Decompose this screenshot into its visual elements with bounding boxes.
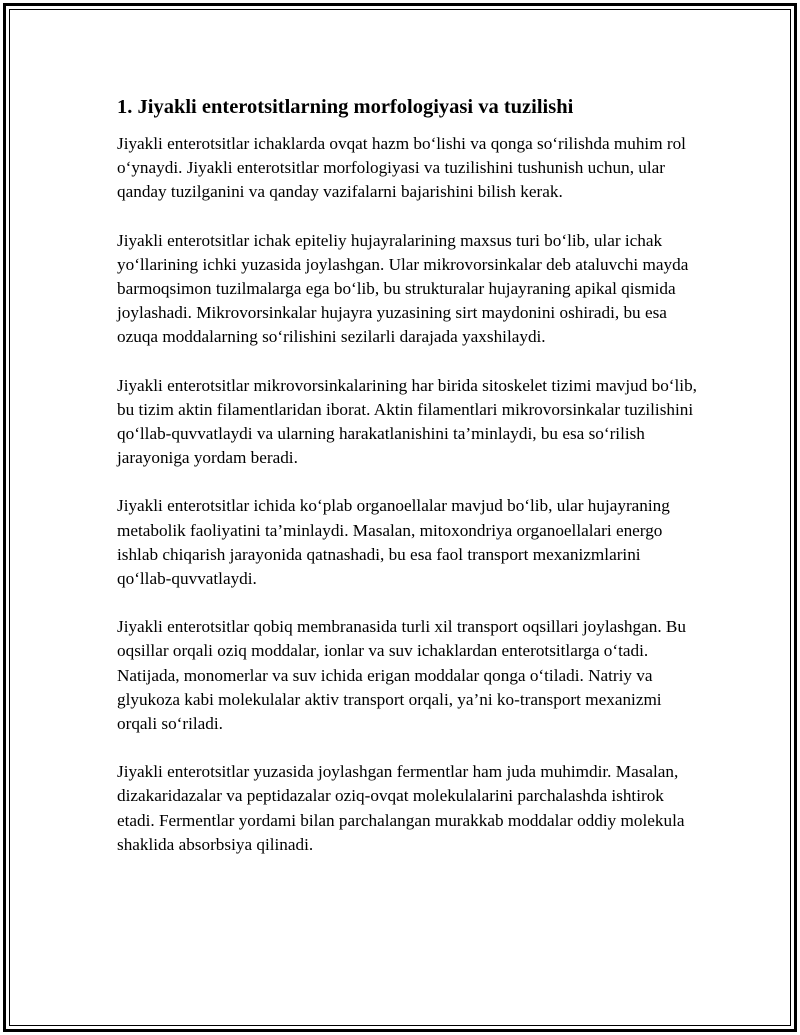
section-title: 1. Jiyakli enterotsitlarning morfologiyasi va tuzilishi <box>117 96 574 118</box>
paragraph-1: Jiyakli enterotsitlar ichaklarda ovqat hazm bo‘lishi va qonga so‘rilishda muhim rol o‘ynaydi. Jiyakli enterotsitlar morfologiyasi va tuzilishini tushunish uchun, ular qanday tuzilganini va qanday vazifalarni bajarishini bilish kerak. <box>117 134 686 202</box>
paragraph-6: Jiyakli enterotsitlar yuzasida joylashgan fermentlar ham juda muhimdir. Masalan, dizakaridazalar va peptidazalar oziq-ovqat molekulalarini parchalashda ishtirok etadi. Fermentlar yordami bilan parchalangan murakkab moddalar oddiy molekula shaklida absorbsiya qilinadi. <box>117 762 685 854</box>
document-body <box>117 94 697 881</box>
paragraph-4: Jiyakli enterotsitlar ichida ko‘plab organoellalar mavjud bo‘lib, ular hujayraning metabolik faoliyatini ta’minlaydi. Masalan, mitoxondriya organoellalari energo ishlab chiqarish jarayonida qatnashadi, bu esa faol transport mexanizmlarini qo‘llab-quvvatlaydi. <box>117 496 670 589</box>
paragraph-2: Jiyakli enterotsitlar ichak epiteliy hujayralarining maxsus turi bo‘lib, ular ichak yo‘llarining ichki yuzasida joylashgan. Ular mikrovorsinkalar deb ataluvchi mayda barmoqsimon tuzilmalarga ega bo‘lib, bu strukturalar hujayraning apikal qismida joylashadi. Mikrovorsinkalar hujayra yuzasining sirt maydonini oshiradi, bu esa ozuqa moddalarning so‘rilishini sezilarli darajada yaxshilaydi. <box>117 230 689 347</box>
paragraph-3: Jiyakli enterotsitlar mikrovorsinkalarining har birida sitoskelet tizimi mavjud bo‘lib, bu tizim aktin filamentlaridan iborat. Aktin filamentlari mikrovorsinkalar tuzilishini qo‘llab-quvvatlaydi va ularning harakatlanishini ta’minlaydi, bu esa so‘rilish jarayoniga yordam beradi. <box>117 375 697 468</box>
paragraph-5: Jiyakli enterotsitlar qobiq membranasida turli xil transport oqsillari joylashgan. Bu oqsillar orqali oziq moddalar, ionlar va suv ichaklardan enterotsitlarga o‘tadi. Natijada, monomerlar va suv ichida erigan moddalar qonga o‘tiladi. Natriy va glyukoza kabi molekulalar aktiv transport orqali, ya’ni ko-transport mexanizmi orqali so‘riladi. <box>117 617 686 734</box>
